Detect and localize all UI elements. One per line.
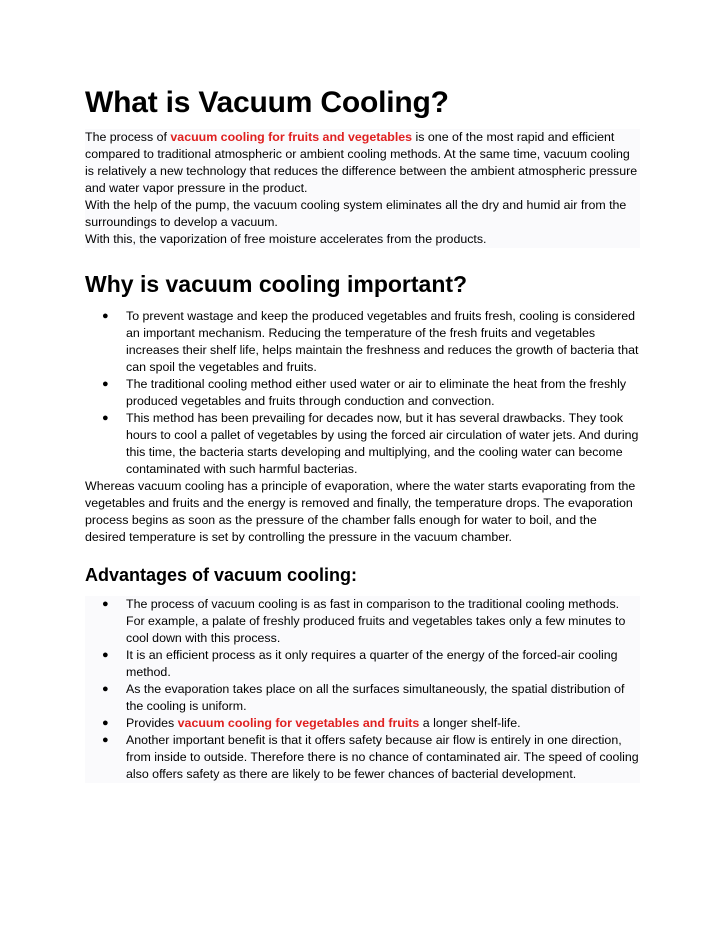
why-list bbox=[85, 308, 640, 478]
bullet-icon: ● bbox=[102, 683, 109, 695]
list-item bbox=[85, 681, 640, 715]
intro-block bbox=[85, 129, 640, 248]
why-heading: Why is vacuum cooling important? bbox=[85, 271, 468, 297]
bullet-icon: ● bbox=[102, 734, 109, 746]
bullet-icon: ● bbox=[102, 717, 109, 729]
intro-paragraph bbox=[85, 129, 640, 197]
list-item-text: As the evaporation takes place on all the surfaces simultaneously, the spatial distribution of the cooling is uniform. bbox=[126, 682, 625, 713]
vacuum-cooling-link[interactable]: vacuum cooling for fruits and vegetables bbox=[170, 130, 413, 144]
list-item-text: It is an efficient process as it only requires a quarter of the energy of the forced-air cooling method. bbox=[126, 648, 618, 679]
list-item bbox=[85, 732, 640, 783]
list-item bbox=[85, 715, 640, 732]
pump-paragraph: With the help of the pump, the vacuum cooling system eliminates all the dry and humid air from the surroundings to develop a vacuum. bbox=[85, 198, 627, 229]
vacuum-cooling-vegetables-link[interactable]: vacuum cooling for vegetables and fruits bbox=[177, 716, 420, 730]
bullet-icon: ● bbox=[102, 310, 109, 322]
list-item bbox=[85, 308, 640, 376]
bullet-icon: ● bbox=[102, 412, 109, 424]
list-item bbox=[85, 596, 640, 647]
list-item-text: To prevent wastage and keep the produced vegetables and fruits fresh, cooling is considered an important mechanism. Reducing the temperature of the fresh fruits and vegetables increases their shelf life, helps maintain the freshness and reduces the growth of bacteria that can spoil the vegetables and fruits. bbox=[126, 309, 639, 374]
advantages-list bbox=[85, 596, 640, 783]
list-item bbox=[85, 376, 640, 410]
page-title: What is Vacuum Cooling? bbox=[85, 86, 449, 119]
list-item bbox=[85, 647, 640, 681]
vaporization-paragraph: With this, the vaporization of free moisture accelerates from the products. bbox=[85, 232, 487, 246]
bullet-icon: ● bbox=[102, 598, 109, 610]
document-content bbox=[85, 85, 640, 783]
intro-text-before: The process of bbox=[85, 130, 171, 144]
list-item-text-before: Provides bbox=[126, 716, 178, 730]
advantages-heading: Advantages of vacuum cooling: bbox=[85, 565, 358, 585]
evaporation-paragraph: Whereas vacuum cooling has a principle of evaporation, where the water starts evaporating from the vegetables and fruits and the energy is removed and finally, the temperature drops. The evaporation process begins as soon as the pressure of the chamber falls enough for water to boil, and the desired temperature is set by controlling the pressure in the vacuum chamber. bbox=[85, 479, 636, 544]
bullet-icon: ● bbox=[102, 649, 109, 661]
list-item-text: The process of vacuum cooling is as fast in comparison to the traditional cooling methods. For example, a palate of freshly produced fruits and vegetables takes only a few minutes to cool down with this process. bbox=[126, 597, 626, 645]
bullet-icon: ● bbox=[102, 378, 109, 390]
list-item-text: This method has been prevailing for decades now, but it has several drawbacks. They took hours to cool a pallet of vegetables by using the forced air circulation of water jets. And during this time, the bacteria starts developing and multiplying, and the cooling water can become contaminated with such harmful bacterias. bbox=[126, 411, 639, 476]
list-item-text: The traditional cooling method either used water or air to eliminate the heat from the freshly produced vegetables and fruits through conduction and convection. bbox=[126, 377, 627, 408]
list-item bbox=[85, 410, 640, 478]
intro-text-after: is one of the most rapid and efficient compared to traditional atmospheric or ambient cooling methods. At the same time, vacuum cooling is relatively a new technology that reduces the difference between the ambient atmospheric pressure and water vapor pressure in the product. bbox=[85, 130, 638, 195]
list-item-text-after: a longer shelf-life. bbox=[419, 716, 521, 730]
list-item-text: Another important benefit is that it offers safety because air flow is entirely in one direction, from inside to outside. Therefore there is no chance of contaminated air. The speed of cooling also offers safety as there are likely to be fewer chances of bacterial development. bbox=[126, 733, 639, 781]
